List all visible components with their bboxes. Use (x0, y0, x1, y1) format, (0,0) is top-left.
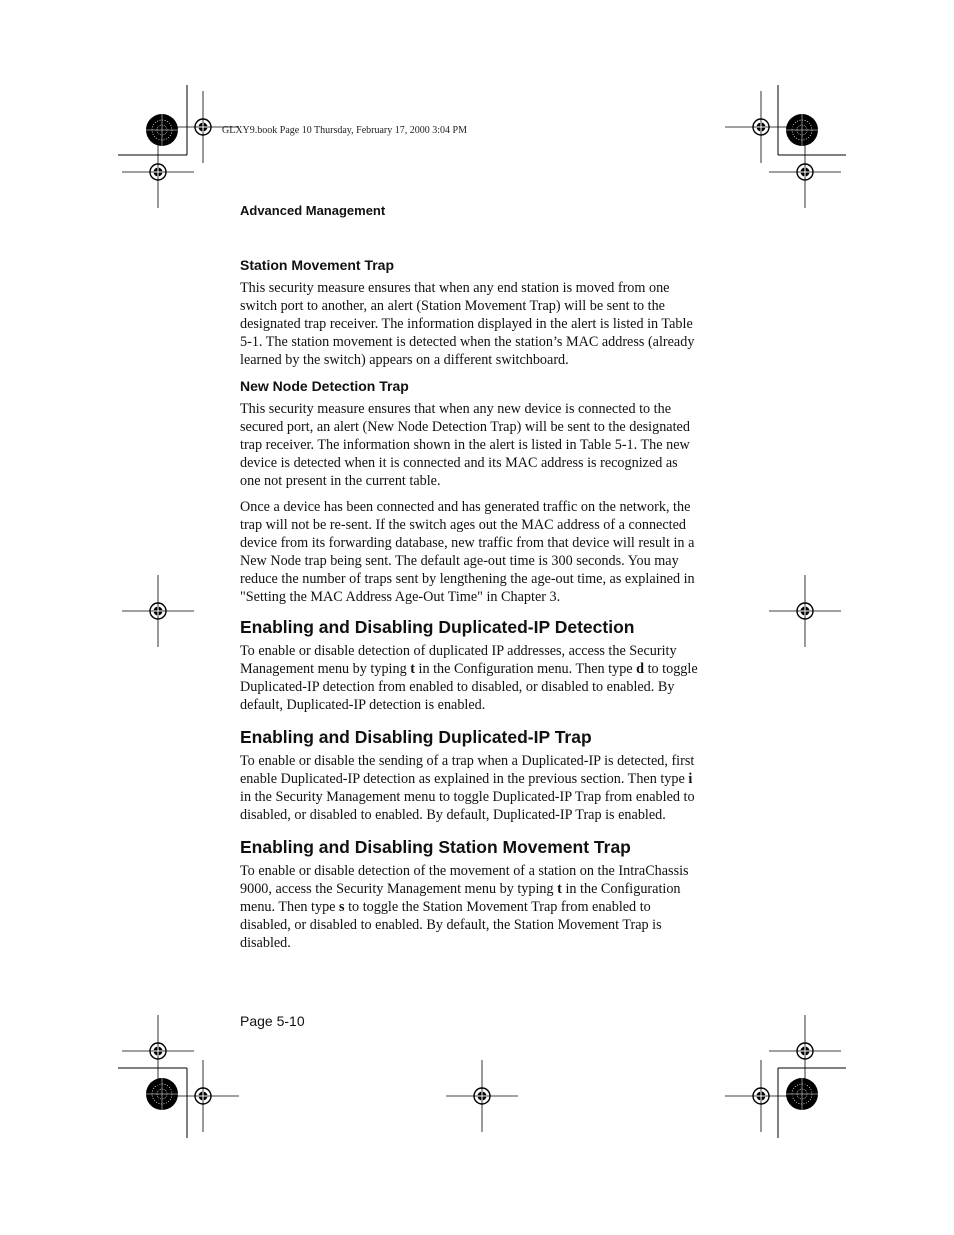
crosshair-icon (725, 91, 797, 163)
section-heading: Enabling and Disabling Duplicated-IP Detection (240, 617, 635, 637)
section-heading: Station Movement Trap (240, 257, 395, 273)
body-paragraph: Once a device has been connected and has generated traffic on the network, the trap will not be re-sent. If the switch ages out the MAC address of a connected device from its forwarding database, new traffic from that device will result in a New Node trap being sent. The default age-out time is 300 seconds. You may reduce the number of traps sent by lengthening the age-out time, as explained in "Setting the MAC Address Age-Out Time" in Chapter 3. (240, 499, 695, 605)
section-heading: New Node Detection Trap (240, 378, 409, 394)
slug-line: GLXY9.book Page 10 Thursday, February 17, 2000 3:04 PM (222, 125, 467, 136)
crosshair-icon (769, 575, 841, 647)
section-station-movement-trap (240, 256, 700, 369)
crosshair-icon (167, 1060, 239, 1132)
star-target-icon (786, 1078, 818, 1110)
page-number: Page 5-10 (240, 1013, 305, 1029)
body-paragraph: This security measure ensures that when any new device is connected to the secured port, an alert (New Node Detection Trap) will be sent to the designated trap receiver. The information shown in the alert is listed in Table 5-1. The new device is detected when it is connected and its MAC address is recognized as one not present in the current table. (240, 401, 690, 489)
crosshair-icon (122, 136, 194, 208)
body-paragraph (240, 642, 700, 714)
text-run: to toggle Duplicated-IP detection from enabled to disabled, or disabled to enabled. By default, Duplicated-IP detection is enabled. (240, 661, 698, 713)
body-paragraph: This security measure ensures that when any end station is moved from one switch port to another, an alert (Station Movement Trap) will be sent to the designated trap receiver. The information displayed in the alert is listed in Table 5-1. The station movement is detected when the station’s MAC address (already learned by the switch) appears on a different switchboard. (240, 280, 695, 368)
section-dup-ip-detection (240, 616, 700, 714)
section-dup-ip-trap (240, 726, 700, 824)
crosshair-icon (769, 136, 841, 208)
crosshair-icon (446, 1060, 518, 1132)
menu-key: s (339, 899, 345, 915)
star-target-icon (146, 114, 178, 146)
text-run: To enable or disable detection of duplicated IP addresses, access the Security Management menu by typing (240, 643, 677, 677)
menu-key: d (636, 661, 645, 677)
crosshair-icon (769, 1015, 841, 1087)
menu-key: t (557, 881, 562, 897)
section-station-movement-toggle (240, 836, 700, 952)
text-run: To enable or disable the sending of a trap when a Duplicated-IP is detected, first enable Duplicated-IP detection as explained in the previous section. Then type (240, 753, 695, 787)
text-run: To enable or disable detection of the movement of a station on the IntraChassis 9000, access the Security Management menu by typing (240, 863, 689, 897)
section-new-node-detection-trap (240, 377, 700, 606)
crosshair-icon (122, 575, 194, 647)
crosshair-icon (122, 1015, 194, 1087)
text-run: in the Configuration menu. Then type (414, 661, 637, 677)
page-body (240, 256, 700, 960)
menu-key: t (410, 661, 415, 677)
menu-key: i (688, 771, 693, 787)
star-target-icon (786, 114, 818, 146)
section-heading: Enabling and Disabling Station Movement Trap (240, 837, 631, 857)
body-paragraph (240, 862, 700, 952)
star-target-icon (146, 1078, 178, 1110)
text-run: in the Security Management menu to toggle Duplicated-IP Trap from enabled to disabled, or disabled to enabled. By default, Duplicated-IP Trap is enabled. (240, 789, 695, 823)
body-paragraph (240, 752, 700, 824)
text-run: to toggle the Station Movement Trap from enabled to disabled, or disabled to enabled. By default, the Station Movement Trap is disabled. (240, 899, 662, 951)
text-run: in the Configuration menu. Then type (240, 881, 681, 915)
section-heading: Enabling and Disabling Duplicated-IP Trap (240, 727, 592, 747)
running-head: Advanced Management (240, 203, 386, 218)
crosshair-icon (725, 1060, 797, 1132)
